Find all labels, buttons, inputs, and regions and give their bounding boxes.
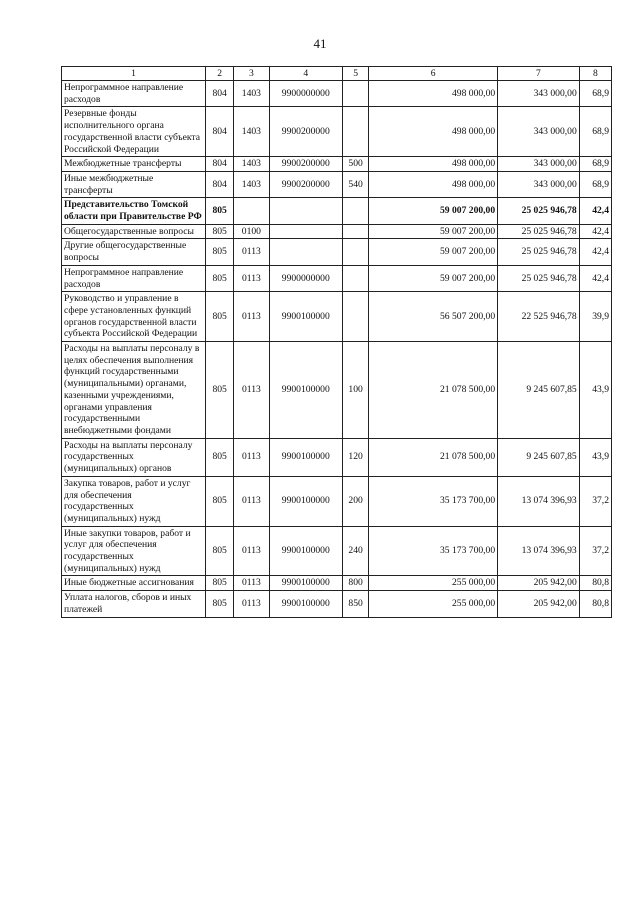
plan-amount-cell: 498 000,00 bbox=[369, 107, 498, 157]
section-code-cell: 0113 bbox=[234, 476, 269, 526]
row-name-cell: Резервные фонды исполнительного органа государственной власти субъекта Российской Федерации bbox=[62, 107, 206, 157]
percent-cell: 68,9 bbox=[579, 107, 611, 157]
table-row bbox=[62, 157, 612, 172]
table-row bbox=[62, 224, 612, 239]
section-code-cell: 1403 bbox=[234, 171, 269, 197]
target-code-cell bbox=[269, 198, 343, 224]
expense-type-cell: 540 bbox=[343, 171, 369, 197]
percent-cell: 68,9 bbox=[579, 171, 611, 197]
target-code-cell: 9900100000 bbox=[269, 476, 343, 526]
expense-type-cell: 120 bbox=[343, 438, 369, 476]
expense-type-cell: 240 bbox=[343, 526, 369, 576]
target-code-cell: 9900100000 bbox=[269, 576, 343, 591]
section-code-cell: 0113 bbox=[234, 591, 269, 617]
executed-amount-cell: 25 025 946,78 bbox=[498, 198, 580, 224]
section-code-cell bbox=[234, 198, 269, 224]
table-row bbox=[62, 198, 612, 224]
executed-amount-cell: 13 074 396,93 bbox=[498, 526, 580, 576]
executed-amount-cell: 22 525 946,78 bbox=[498, 292, 580, 342]
table-row bbox=[62, 239, 612, 265]
row-name-cell: Закупка товаров, работ и услуг для обеспечения государственных (муниципальных) нужд bbox=[62, 476, 206, 526]
percent-cell: 43,9 bbox=[579, 342, 611, 439]
ministry-code-cell: 805 bbox=[206, 342, 234, 439]
ministry-code-cell: 805 bbox=[206, 591, 234, 617]
executed-amount-cell: 25 025 946,78 bbox=[498, 224, 580, 239]
target-code-cell: 9900200000 bbox=[269, 171, 343, 197]
plan-amount-cell: 35 173 700,00 bbox=[369, 526, 498, 576]
table-body bbox=[62, 81, 612, 618]
target-code-cell bbox=[269, 239, 343, 265]
ministry-code-cell: 805 bbox=[206, 224, 234, 239]
percent-cell: 39,9 bbox=[579, 292, 611, 342]
plan-amount-cell: 498 000,00 bbox=[369, 157, 498, 172]
row-name-cell: Расходы на выплаты персоналу в целях обеспечения выполнения функций государственными (муниципальными) органами, казенными учреждениями, органами управления государственными внебюджетными фондами bbox=[62, 342, 206, 439]
row-name-cell: Непрограммное направление расходов bbox=[62, 81, 206, 107]
row-name-cell: Непрограммное направление расходов bbox=[62, 265, 206, 291]
header-cell: 5 bbox=[343, 67, 369, 81]
target-code-cell: 9900100000 bbox=[269, 591, 343, 617]
header-cell: 8 bbox=[579, 67, 611, 81]
executed-amount-cell: 343 000,00 bbox=[498, 171, 580, 197]
ministry-code-cell: 804 bbox=[206, 81, 234, 107]
percent-cell: 68,9 bbox=[579, 81, 611, 107]
plan-amount-cell: 59 007 200,00 bbox=[369, 239, 498, 265]
section-code-cell: 0113 bbox=[234, 438, 269, 476]
table-row bbox=[62, 81, 612, 107]
section-code-cell: 0113 bbox=[234, 342, 269, 439]
plan-amount-cell: 255 000,00 bbox=[369, 591, 498, 617]
target-code-cell: 9900100000 bbox=[269, 292, 343, 342]
section-code-cell: 1403 bbox=[234, 157, 269, 172]
table-row bbox=[62, 265, 612, 291]
percent-cell: 43,9 bbox=[579, 438, 611, 476]
section-code-cell: 0113 bbox=[234, 576, 269, 591]
row-name-cell: Руководство и управление в сфере установленных функций органов государственной власти субъекта Российской Федерации bbox=[62, 292, 206, 342]
executed-amount-cell: 205 942,00 bbox=[498, 576, 580, 591]
table-row bbox=[62, 526, 612, 576]
ministry-code-cell: 805 bbox=[206, 292, 234, 342]
target-code-cell: 9900000000 bbox=[269, 81, 343, 107]
executed-amount-cell: 13 074 396,93 bbox=[498, 476, 580, 526]
table-row bbox=[62, 476, 612, 526]
section-code-cell: 0100 bbox=[234, 224, 269, 239]
expense-type-cell bbox=[343, 224, 369, 239]
executed-amount-cell: 343 000,00 bbox=[498, 157, 580, 172]
section-code-cell: 1403 bbox=[234, 81, 269, 107]
executed-amount-cell: 343 000,00 bbox=[498, 107, 580, 157]
header-row bbox=[62, 67, 612, 81]
table-row bbox=[62, 576, 612, 591]
row-name-cell: Другие общегосударственные вопросы bbox=[62, 239, 206, 265]
plan-amount-cell: 35 173 700,00 bbox=[369, 476, 498, 526]
target-code-cell: 9900200000 bbox=[269, 107, 343, 157]
ministry-code-cell: 805 bbox=[206, 198, 234, 224]
expense-type-cell bbox=[343, 107, 369, 157]
plan-amount-cell: 59 007 200,00 bbox=[369, 198, 498, 224]
plan-amount-cell: 59 007 200,00 bbox=[369, 224, 498, 239]
table-row bbox=[62, 107, 612, 157]
executed-amount-cell: 205 942,00 bbox=[498, 591, 580, 617]
target-code-cell: 9900100000 bbox=[269, 438, 343, 476]
expense-type-cell: 200 bbox=[343, 476, 369, 526]
percent-cell: 68,9 bbox=[579, 157, 611, 172]
header-cell: 2 bbox=[206, 67, 234, 81]
executed-amount-cell: 25 025 946,78 bbox=[498, 265, 580, 291]
ministry-code-cell: 805 bbox=[206, 576, 234, 591]
percent-cell: 42,4 bbox=[579, 198, 611, 224]
percent-cell: 80,8 bbox=[579, 591, 611, 617]
table-row bbox=[62, 342, 612, 439]
percent-cell: 37,2 bbox=[579, 526, 611, 576]
ministry-code-cell: 804 bbox=[206, 107, 234, 157]
target-code-cell: 9900100000 bbox=[269, 342, 343, 439]
plan-amount-cell: 255 000,00 bbox=[369, 576, 498, 591]
plan-amount-cell: 21 078 500,00 bbox=[369, 342, 498, 439]
header-cell: 7 bbox=[498, 67, 580, 81]
row-name-cell: Расходы на выплаты персоналу государственных (муниципальных) органов bbox=[62, 438, 206, 476]
plan-amount-cell: 21 078 500,00 bbox=[369, 438, 498, 476]
section-code-cell: 0113 bbox=[234, 265, 269, 291]
plan-amount-cell: 59 007 200,00 bbox=[369, 265, 498, 291]
ministry-code-cell: 805 bbox=[206, 239, 234, 265]
header-cell: 3 bbox=[234, 67, 269, 81]
executed-amount-cell: 343 000,00 bbox=[498, 81, 580, 107]
row-name-cell: Иные закупки товаров, работ и услуг для обеспечения государственных (муниципальных) нужд bbox=[62, 526, 206, 576]
target-code-cell: 9900200000 bbox=[269, 157, 343, 172]
expense-type-cell: 800 bbox=[343, 576, 369, 591]
row-name-cell: Иные бюджетные ассигнования bbox=[62, 576, 206, 591]
plan-amount-cell: 56 507 200,00 bbox=[369, 292, 498, 342]
expense-type-cell bbox=[343, 265, 369, 291]
ministry-code-cell: 804 bbox=[206, 171, 234, 197]
table-row bbox=[62, 171, 612, 197]
expense-type-cell bbox=[343, 292, 369, 342]
expense-type-cell bbox=[343, 239, 369, 265]
expense-type-cell: 850 bbox=[343, 591, 369, 617]
executed-amount-cell: 9 245 607,85 bbox=[498, 342, 580, 439]
header-cell: 6 bbox=[369, 67, 498, 81]
budget-table bbox=[61, 66, 612, 618]
section-code-cell: 0113 bbox=[234, 239, 269, 265]
row-name-cell: Уплата налогов, сборов и иных платежей bbox=[62, 591, 206, 617]
percent-cell: 80,8 bbox=[579, 576, 611, 591]
ministry-code-cell: 804 bbox=[206, 157, 234, 172]
ministry-code-cell: 805 bbox=[206, 476, 234, 526]
ministry-code-cell: 805 bbox=[206, 265, 234, 291]
row-name-cell: Межбюджетные трансферты bbox=[62, 157, 206, 172]
section-code-cell: 0113 bbox=[234, 526, 269, 576]
section-code-cell: 0113 bbox=[234, 292, 269, 342]
row-name-cell: Общегосударственные вопросы bbox=[62, 224, 206, 239]
percent-cell: 42,4 bbox=[579, 265, 611, 291]
row-name-cell: Иные межбюджетные трансферты bbox=[62, 171, 206, 197]
row-name-cell: Представительство Томской области при Правительстве РФ bbox=[62, 198, 206, 224]
table-row bbox=[62, 292, 612, 342]
percent-cell: 37,2 bbox=[579, 476, 611, 526]
page-number: 41 bbox=[313, 36, 327, 51]
target-code-cell bbox=[269, 224, 343, 239]
executed-amount-cell: 9 245 607,85 bbox=[498, 438, 580, 476]
percent-cell: 42,4 bbox=[579, 224, 611, 239]
expense-type-cell bbox=[343, 198, 369, 224]
expense-type-cell: 500 bbox=[343, 157, 369, 172]
section-code-cell: 1403 bbox=[234, 107, 269, 157]
header-cell: 1 bbox=[62, 67, 206, 81]
executed-amount-cell: 25 025 946,78 bbox=[498, 239, 580, 265]
percent-cell: 42,4 bbox=[579, 239, 611, 265]
plan-amount-cell: 498 000,00 bbox=[369, 81, 498, 107]
ministry-code-cell: 805 bbox=[206, 526, 234, 576]
target-code-cell: 9900000000 bbox=[269, 265, 343, 291]
table-row bbox=[62, 591, 612, 617]
ministry-code-cell: 805 bbox=[206, 438, 234, 476]
target-code-cell: 9900100000 bbox=[269, 526, 343, 576]
expense-type-cell: 100 bbox=[343, 342, 369, 439]
expense-type-cell bbox=[343, 81, 369, 107]
header-cell: 4 bbox=[269, 67, 343, 81]
table-row bbox=[62, 438, 612, 476]
plan-amount-cell: 498 000,00 bbox=[369, 171, 498, 197]
